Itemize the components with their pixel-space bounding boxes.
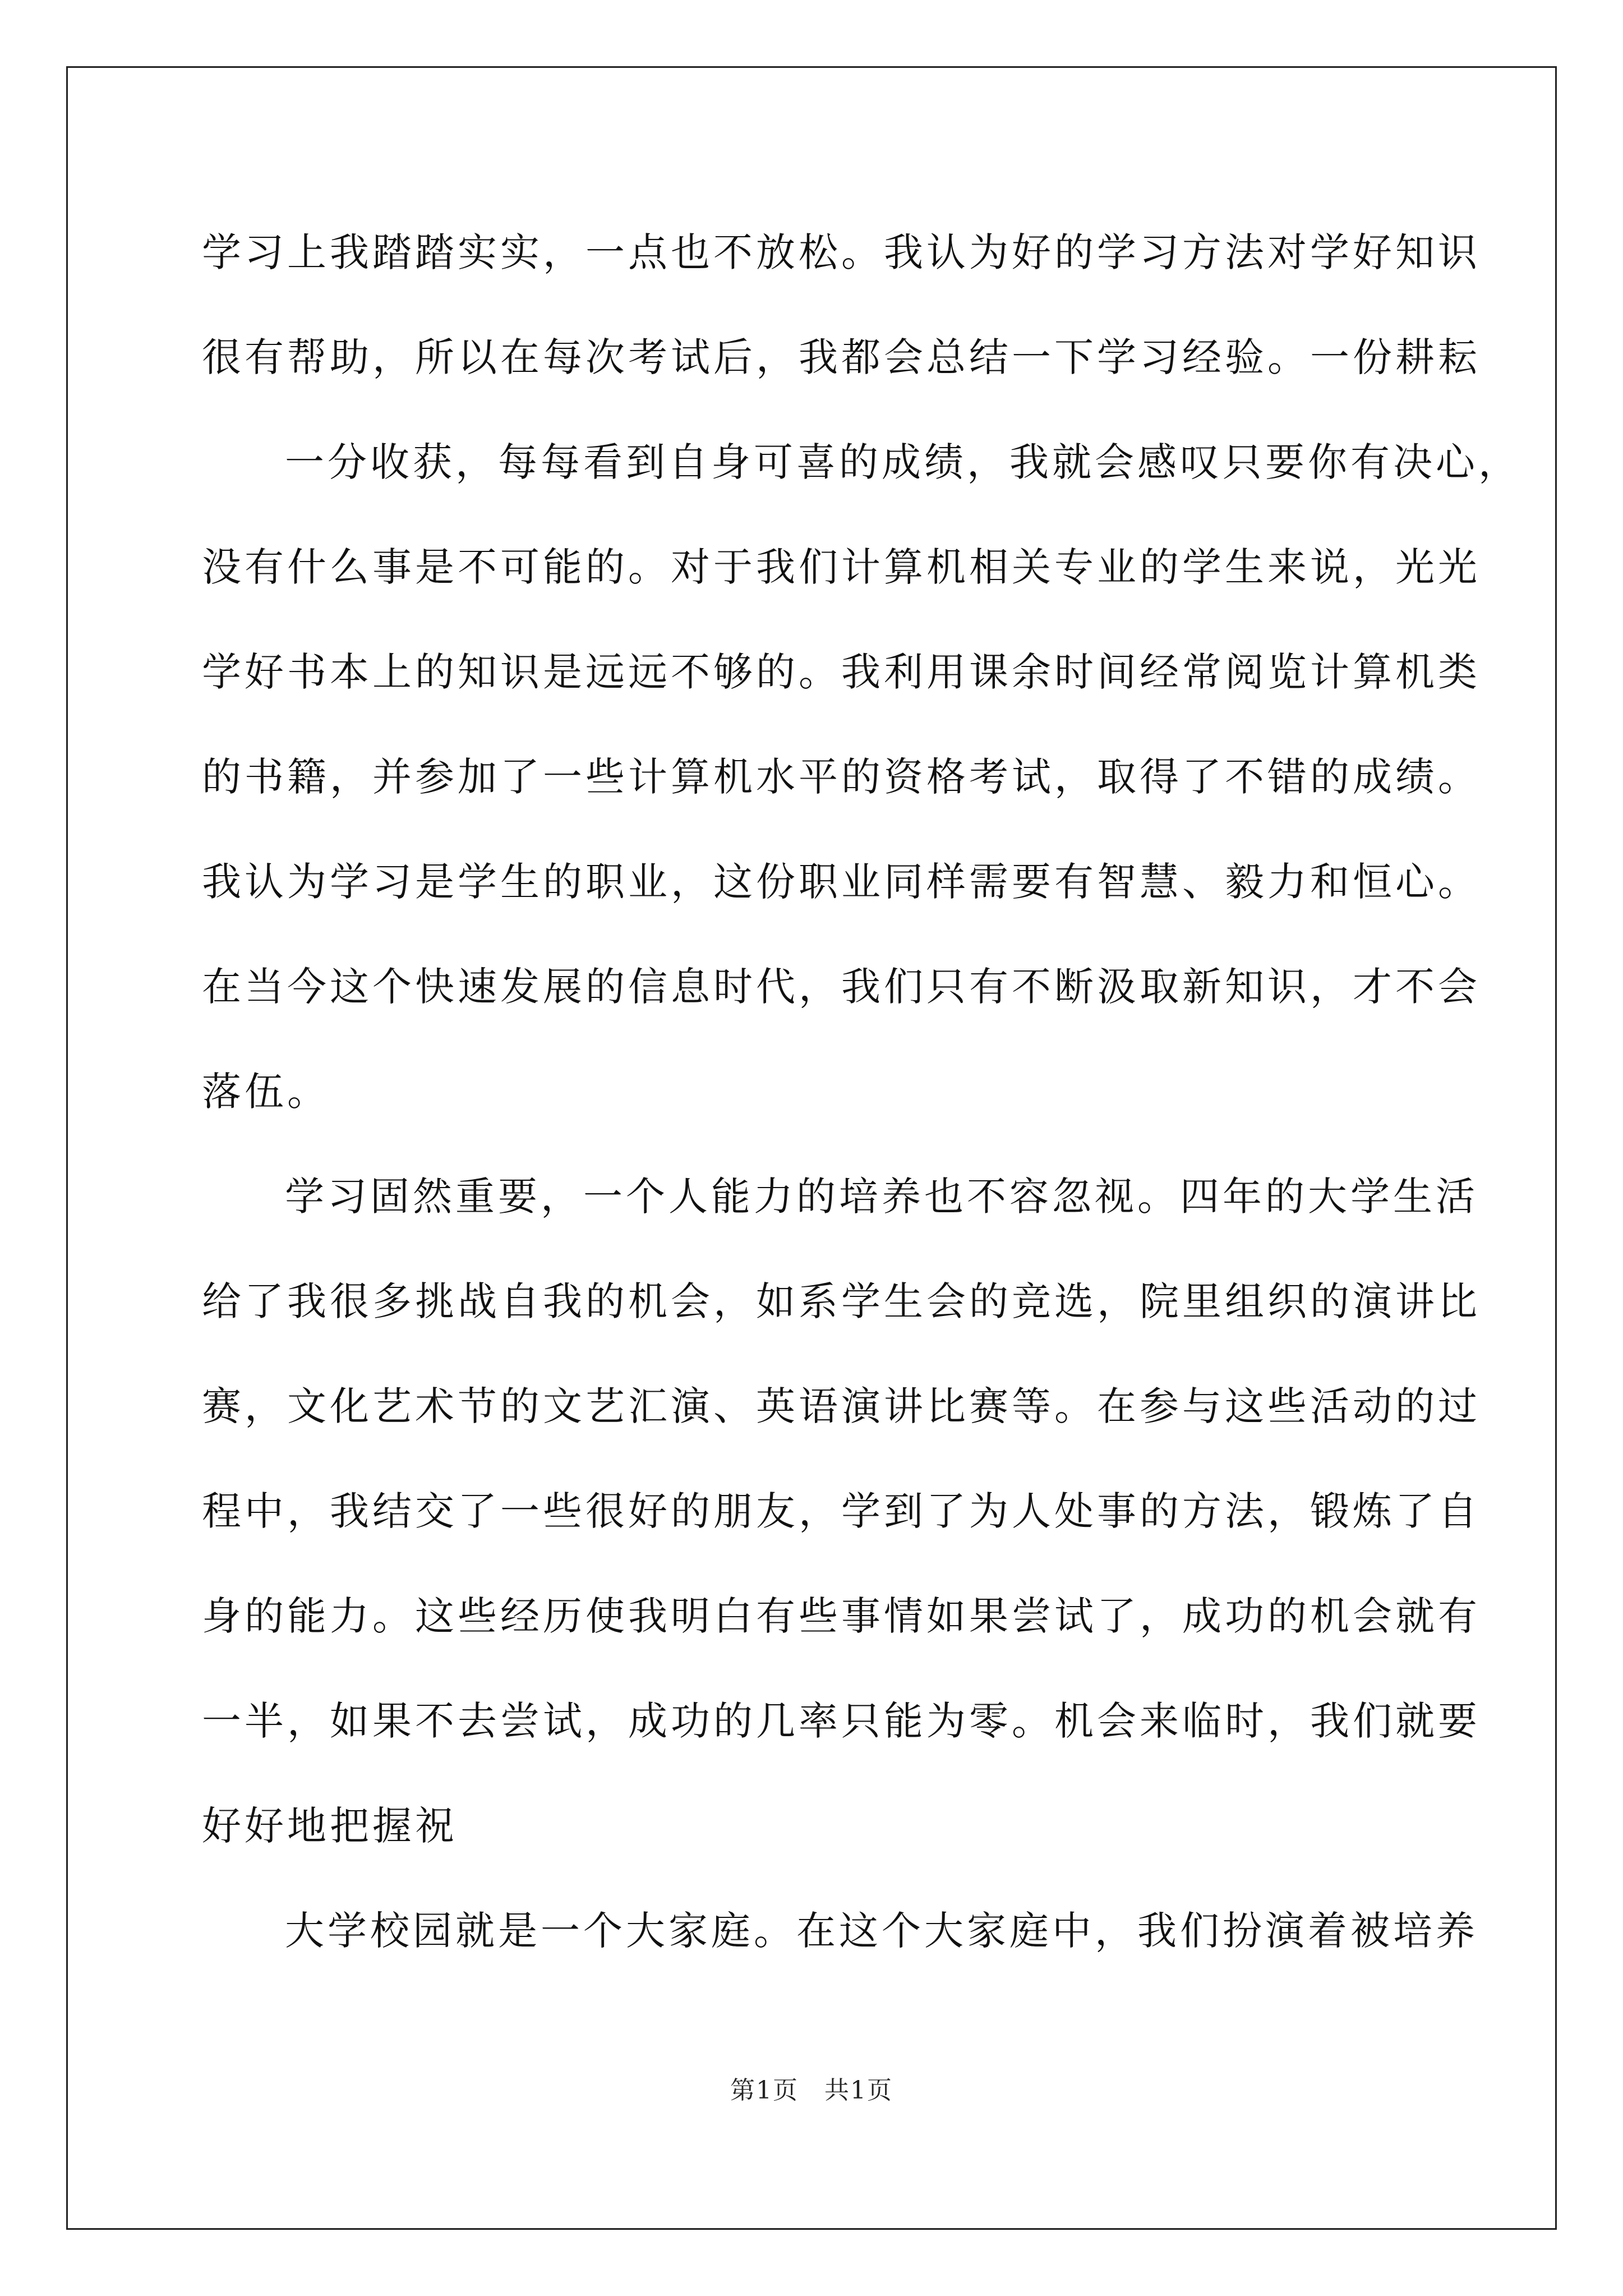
text-line: 很有帮助，所以在每次考试后，我都会总结一下学习经验。一份耕耘 bbox=[202, 334, 1481, 380]
text-line: 我认为学习是学生的职业，这份职业同样需要有智慧、毅力和恒心。 bbox=[202, 859, 1481, 905]
text-line: 身的能力。这些经历使我明白有些事情如果尝试了，成功的机会就有 bbox=[202, 1593, 1481, 1639]
text-line: 落伍。 bbox=[202, 1069, 330, 1115]
text-line: 学习固然重要，一个人能力的培养也不容忽视。四年的大学生活 bbox=[285, 1174, 1478, 1220]
document-body bbox=[202, 222, 1521, 2005]
text-line: 好好地把握祝 bbox=[202, 1803, 458, 1849]
text-line: 一分收获，每每看到自身可喜的成绩，我就会感叹只要你有决心， bbox=[285, 439, 1521, 485]
text-line: 学习上我踏踏实实，一点也不放松。我认为好的学习方法对学好知识 bbox=[202, 229, 1481, 275]
text-line: 的书籍，并参加了一些计算机水平的资格考试，取得了不错的成绩。 bbox=[202, 754, 1481, 800]
page-footer: 第1页 共1页 bbox=[730, 2076, 893, 2105]
text-line: 大学校园就是一个大家庭。在这个大家庭中，我们扮演着被培养 bbox=[285, 1908, 1478, 1954]
text-line: 程中，我结交了一些很好的朋友，学到了为人处事的方法，锻炼了自 bbox=[202, 1488, 1481, 1534]
text-line: 赛，文化艺术节的文艺汇演、英语演讲比赛等。在参与这些活动的过 bbox=[202, 1383, 1481, 1429]
text-line: 没有什么事是不可能的。对于我们计算机相关专业的学生来说，光光 bbox=[202, 544, 1481, 590]
text-line: 一半，如果不去尝试，成功的几率只能为零。机会来临时，我们就要 bbox=[202, 1698, 1481, 1744]
text-line: 学好书本上的知识是远远不够的。我利用课余时间经常阅览计算机类 bbox=[202, 649, 1481, 695]
text-line: 在当今这个快速发展的信息时代，我们只有不断汲取新知识，才不会 bbox=[202, 964, 1481, 1010]
text-line: 给了我很多挑战自我的机会，如系学生会的竞选，院里组织的演讲比 bbox=[202, 1278, 1481, 1324]
